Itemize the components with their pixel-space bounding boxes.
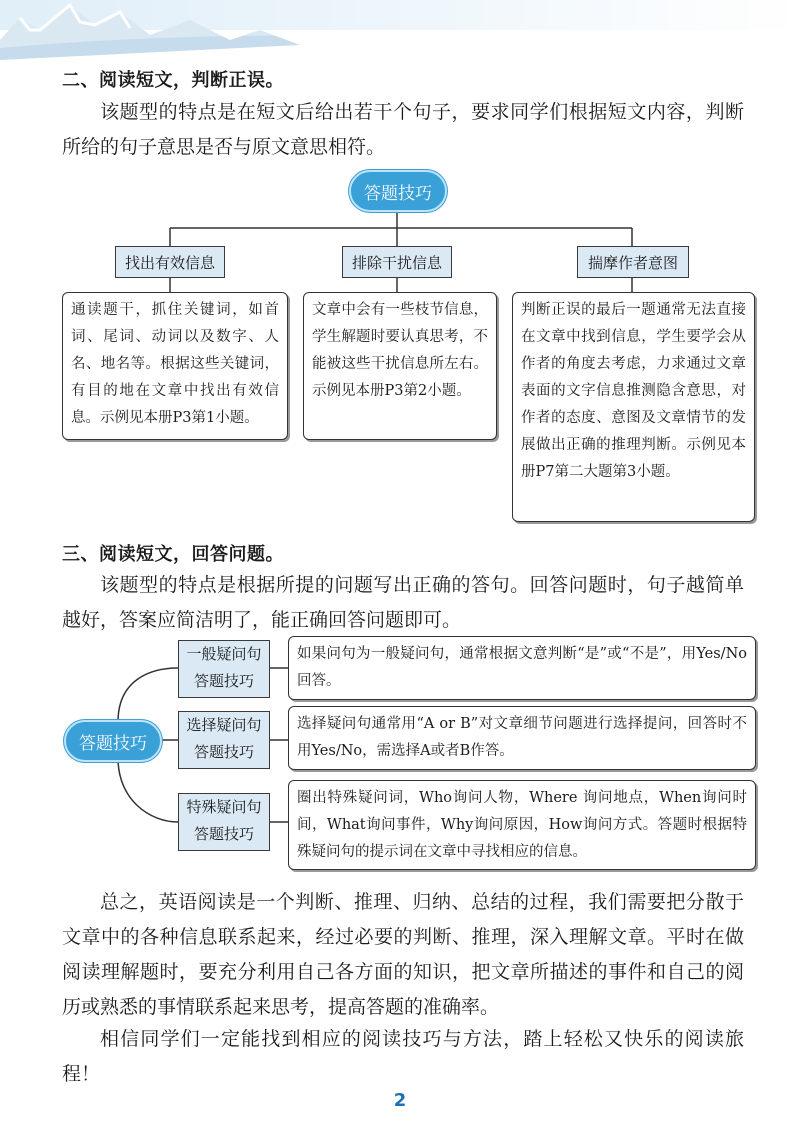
qa-label-yes-no-line1: 一般疑问句 xyxy=(186,645,262,663)
section2-heading: 二、阅读短文，判断正误。 xyxy=(62,70,284,91)
qa-label-choice-line1: 选择疑问句 xyxy=(186,716,262,734)
qa-label-choice-line2: 答题技巧 xyxy=(193,743,254,761)
summary-paragraph-1: 总之，英语阅读是一个判断、推理、归纳、总结的过程，我们需要把分散于文章中的各种信息联系起来，经过必要的判断、推理，深入理解文章。平时在做阅读理解题时，要充分利用自己各方面的知识，把文章所描述的事件和自己的阅历或熟悉的事情联系起来思考，提高答题的准确率。 xyxy=(62,891,744,1018)
tip-card-exclude-info: 文章中会有一些枝节信息，学生解题时要认真思考，不能被这些干扰信息所左右。示例见本册P3第2小题。 xyxy=(303,292,497,440)
tip-label-exclude-info: 排除干扰信息 xyxy=(342,246,452,278)
tip-label-author-intent: 揣摩作者意图 xyxy=(577,246,689,278)
qa-label-wh xyxy=(178,793,270,851)
qa-label-choice xyxy=(178,711,270,769)
qa-card-choice: 选择疑问句通常用“A or B”对文章细节问题进行选择提问，回答时不用Yes/No，需选择A或者B作答。 xyxy=(288,706,756,770)
section2-intro: 该题型的特点是在短文后给出若干个句子，要求同学们根据短文内容，判断所给的句子意思是否与原文意思相符。 xyxy=(62,101,744,158)
qa-card-yes-no: 如果问句为一般疑问句，通常根据文意判断“是”或“不是”，用Yes/No回答。 xyxy=(288,636,756,700)
qa-label-wh-line2: 答题技巧 xyxy=(193,825,254,843)
summary-paragraph-2: 相信同学们一定能找到相应的阅读技巧与方法，踏上轻松又快乐的阅读旅程！ xyxy=(62,1028,744,1085)
tips-root-pill: 答题技巧 xyxy=(349,170,447,212)
section3-intro: 该题型的特点是根据所提的问题写出正确的答句。回答问题时，句子越简单越好，答案应简洁明了，能正确回答问题即可。 xyxy=(62,574,744,631)
tip-card-find-info: 通读题干，抓住关键词，如首词、尾词、动词以及数字、人名、地名等。根据这些关键词，有目的地在文章中找出有效信息。示例见本册P3第1小题。 xyxy=(62,292,288,440)
qa-label-wh-line1: 特殊疑问句 xyxy=(186,798,262,816)
section3-heading: 三、阅读短文，回答问题。 xyxy=(62,544,284,565)
qa-root-pill: 答题技巧 xyxy=(64,720,162,762)
qa-label-yes-no xyxy=(178,640,270,698)
qa-label-yes-no-line2: 答题技巧 xyxy=(193,672,254,690)
qa-card-wh: 圈出特殊疑问词，Who询问人物，Where 询问地点，When询问时间，What询问事件，Why询问原因，How询问方式。答题时根据特殊疑问句的提示词在文章中寻找相应的信息。 xyxy=(288,780,756,870)
tip-label-find-info: 找出有效信息 xyxy=(115,246,225,278)
page-number: 2 xyxy=(393,1090,407,1111)
tip-card-author-intent: 判断正误的最后一题通常无法直接在文章中找到信息，学生要学会从作者的角度去考虑，力求通过文章表面的文字信息推测隐含意思，对作者的态度、意图及文章情节的发展做出正确的推理判断。示例见本册P7第二大题第3小题。 xyxy=(512,292,755,522)
